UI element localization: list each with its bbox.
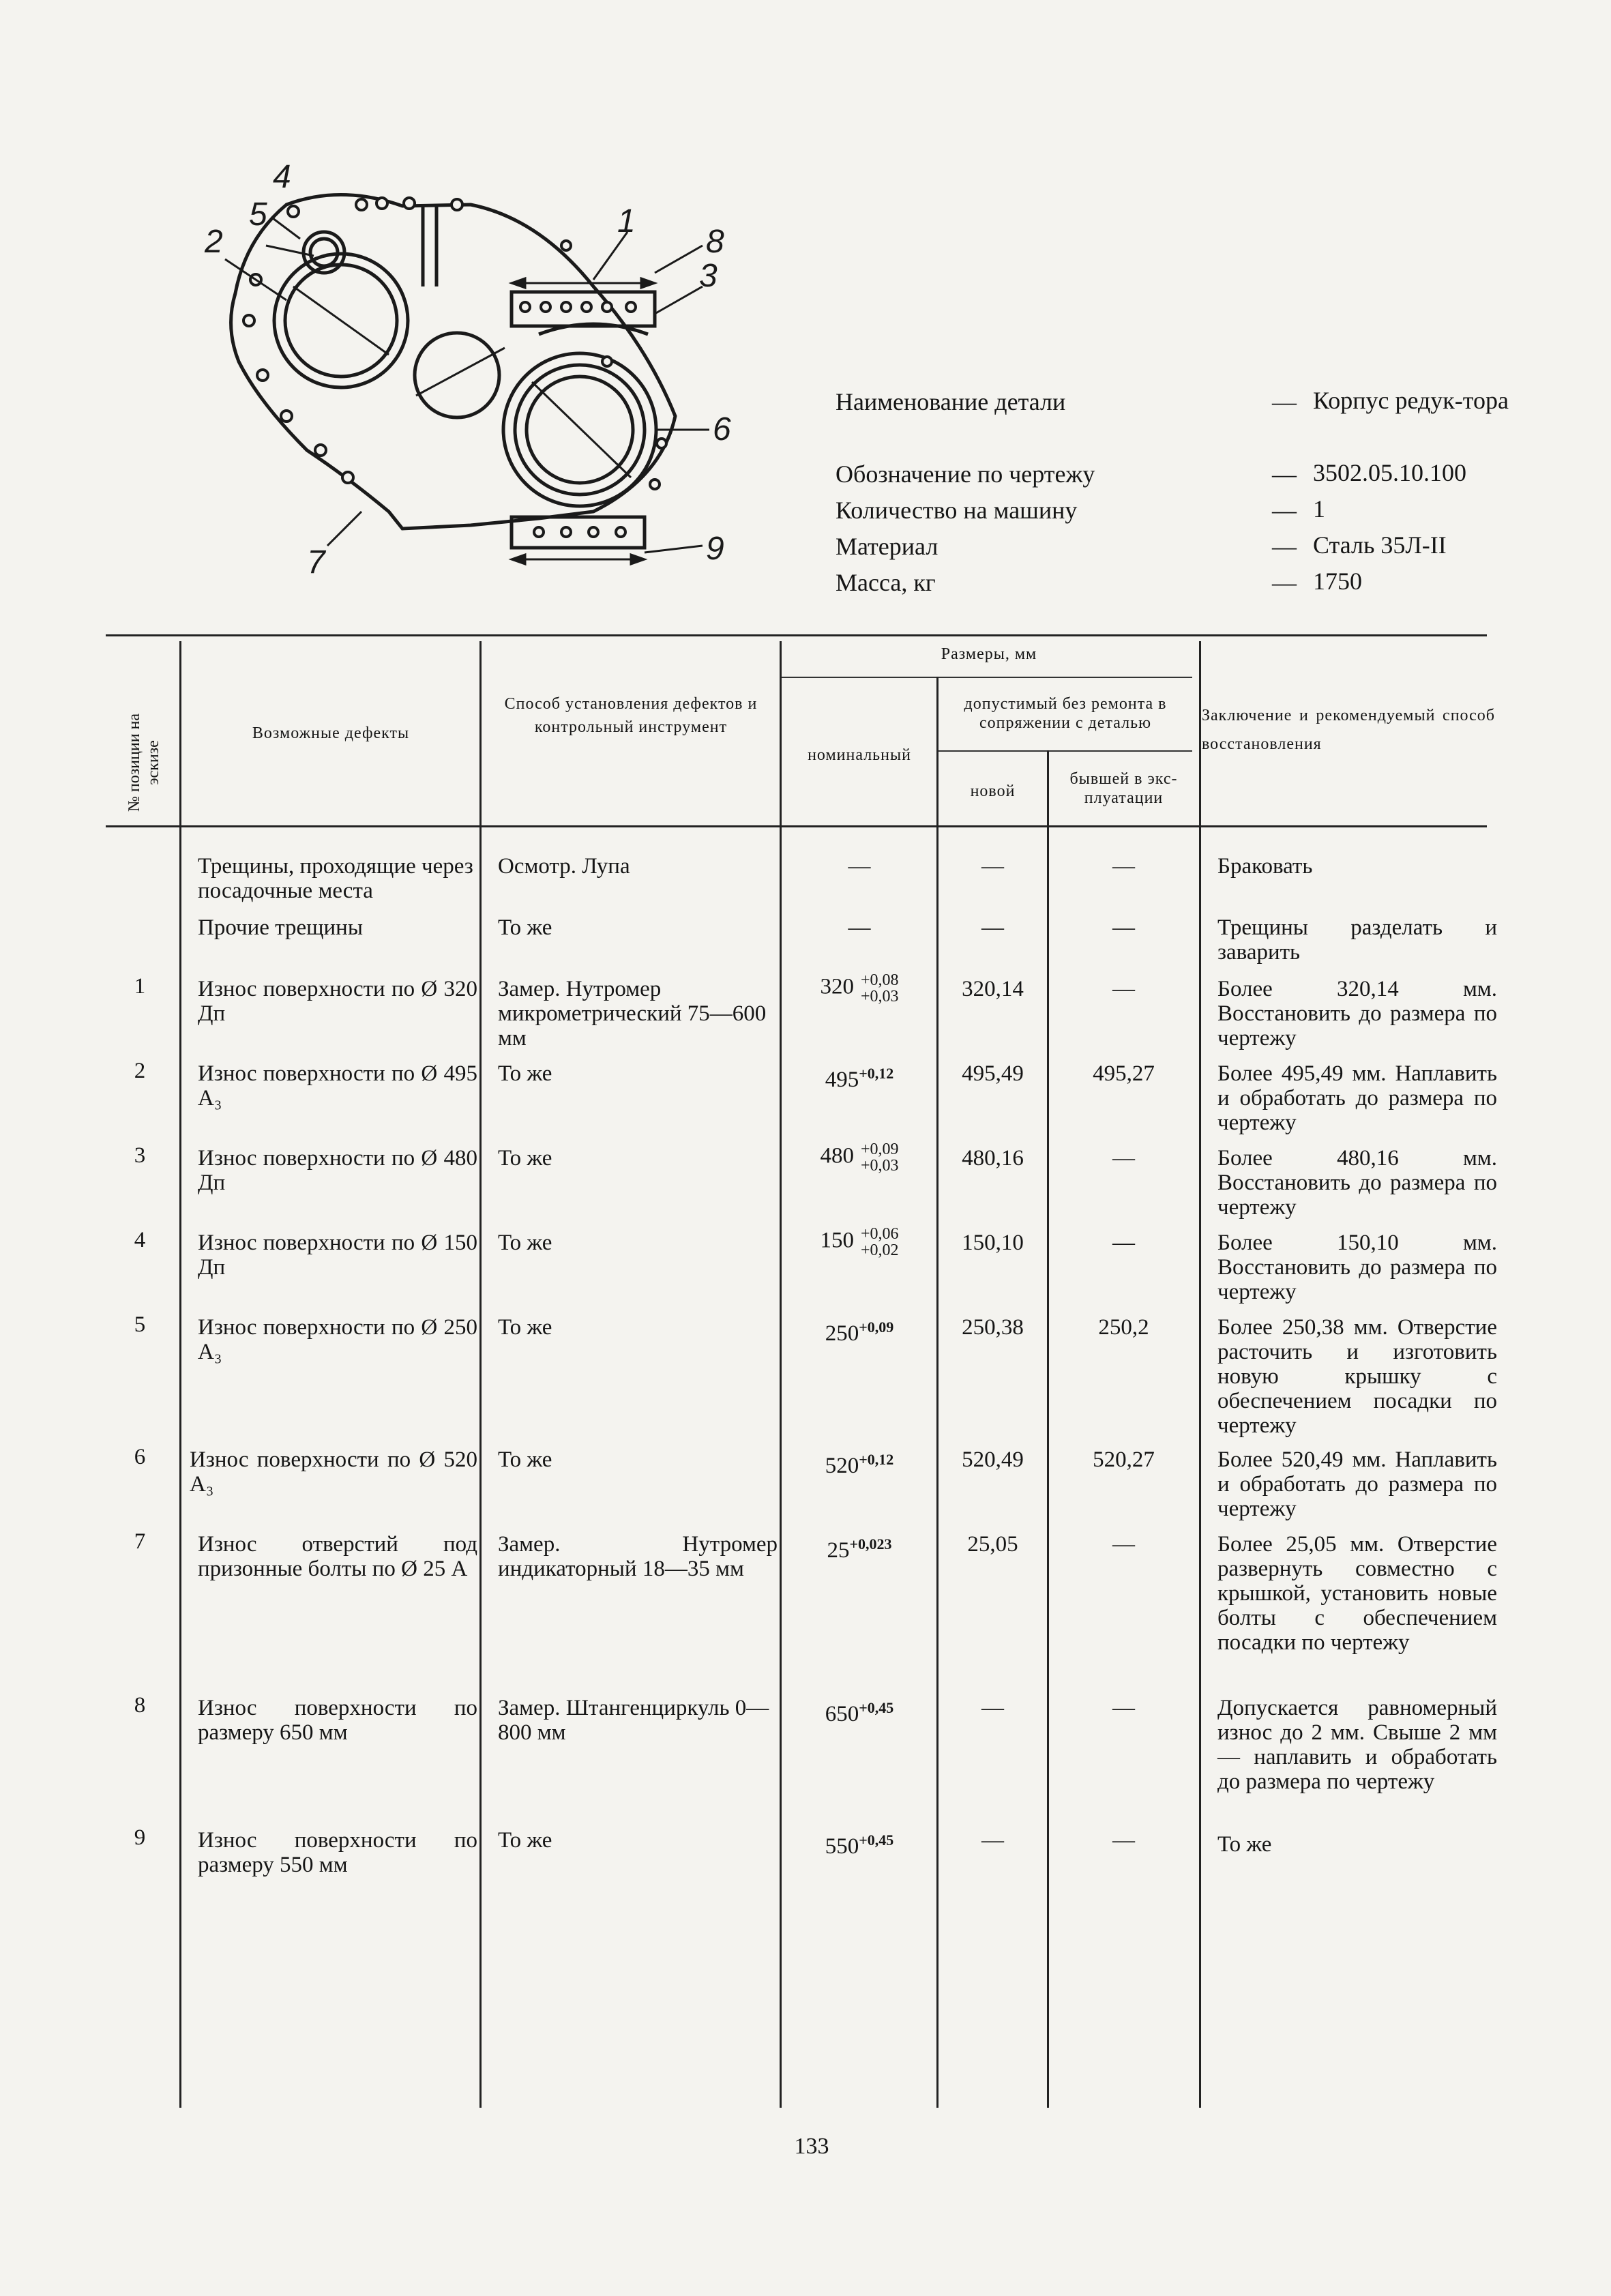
row-9-nominal: $650^{+0,45}$ [825, 1699, 894, 1726]
row-0-used: — [1112, 854, 1135, 879]
row-7-nominal: $520^{+0,12}$ [825, 1451, 894, 1478]
row-3-method: То же [498, 1061, 552, 1086]
row-8-new: 25,05 [967, 1532, 1018, 1557]
row-9-conclusion: Допускается равномерный износ до 2 мм. Свыше 2 мм — наплавить и обработать до размера по чертежу [1217, 1696, 1497, 1794]
row-0-nominal: — [848, 854, 871, 879]
row-6-method: То же [498, 1315, 552, 1340]
callout-2: 2 [205, 224, 223, 260]
col-rule-2 [479, 641, 482, 2108]
col-rule-6 [1199, 641, 1201, 2108]
row-3-position: 2 [134, 1059, 146, 1083]
row-9-position: 8 [134, 1693, 146, 1718]
row-7-new: 520,49 [962, 1447, 1024, 1472]
row-5-used: — [1112, 1231, 1135, 1255]
row-1-nominal: — [848, 915, 871, 940]
sizes-subrule [780, 677, 1192, 678]
callout-9: 9 [706, 531, 724, 567]
row-10-new: — [981, 1828, 1004, 1853]
header-nominal: номинальный [808, 746, 911, 764]
row-8-nominal: $25^{+0,023}$ [827, 1535, 892, 1563]
row-7-position: 6 [134, 1445, 146, 1469]
row-10-nominal: $550^{+0,45}$ [825, 1831, 894, 1859]
row-9-used: — [1112, 1696, 1135, 1720]
row-10-used: — [1112, 1828, 1135, 1853]
row-2-method: Замер. Нутромер микрометрический 75—600 мм [498, 977, 767, 1050]
row-7-used: 520,27 [1093, 1447, 1155, 1472]
row-0-new: — [981, 854, 1004, 879]
row-8-used: — [1112, 1532, 1135, 1557]
allowable-subrule [936, 750, 1192, 752]
part-properties [836, 387, 1518, 604]
row-5-nominal: 150 +0,06 +0,02 [820, 1225, 899, 1259]
header-used: бывшей в экс-плуатации [1069, 770, 1178, 807]
row-4-new: 480,16 [962, 1146, 1024, 1171]
row-1-method: То же [498, 915, 552, 940]
callout-6: 6 [713, 411, 731, 447]
row-0-conclusion: Браковать [1217, 854, 1313, 879]
header-allowable: допустимый без ремонта в сопряжении с деталью [964, 695, 1167, 732]
row-10-defect: Износ поверхности по размеру 550 мм [198, 1828, 477, 1877]
row-2-used: — [1112, 977, 1135, 1001]
row-3-nominal: $495^{+0,12}$ [825, 1065, 894, 1092]
callout-4: 4 [273, 159, 291, 195]
row-5-method: То же [498, 1231, 552, 1255]
row-6-nominal: $250^{+0,09}$ [825, 1319, 894, 1346]
row-8-method: Замер. Нутромер индикаторный 18—35 мм [498, 1532, 778, 1581]
row-0-defect: Трещины, проходящие через посадочные места [198, 854, 473, 903]
row-10-conclusion: То же [1217, 1832, 1272, 1857]
row-3-used: 495,27 [1093, 1061, 1155, 1086]
row-2-new: 320,14 [962, 977, 1024, 1001]
row-3-conclusion: Более 495,49 мм. Наплавить и обработать до размера по чертежу [1217, 1061, 1497, 1135]
row-7-defect: Износ поверхности по Ø 520 А₃ [190, 1447, 477, 1497]
row-3-new: 495,49 [962, 1061, 1024, 1086]
row-7-conclusion: Более 520,49 мм. Наплавить и обработать до размера по чертежу [1217, 1447, 1497, 1521]
row-5-new: 150,10 [962, 1231, 1024, 1255]
property-name: Наименование детали — Корпус редук-тора [836, 387, 1509, 415]
row-7-method: То же [498, 1447, 552, 1472]
callout-1: 1 [617, 203, 636, 239]
row-6-new: 250,38 [962, 1315, 1024, 1340]
row-6-position: 5 [134, 1312, 146, 1337]
row-8-defect: Износ отверстий под призонные болты по Ø 25 А [198, 1532, 477, 1581]
row-4-conclusion: Более 480,16 мм. Восстановить до размера по чертежу [1217, 1146, 1497, 1220]
header-new: новой [970, 782, 1016, 800]
row-6-used: 250,2 [1098, 1315, 1149, 1340]
row-4-position: 3 [134, 1143, 146, 1168]
row-1-conclusion: Трещины разделать и заварить [1217, 915, 1497, 965]
row-4-used: — [1112, 1146, 1135, 1171]
row-10-method: То же [498, 1828, 552, 1853]
col-rule-4 [936, 677, 938, 2108]
page-number: 133 [794, 2134, 829, 2159]
row-2-conclusion: Более 320,14 мм. Восстановить до размера по чертежу [1217, 977, 1497, 1050]
callout-5: 5 [249, 196, 267, 233]
header-sizes: Размеры, мм [941, 645, 1037, 663]
row-4-defect: Износ поверхности по Ø 480 Дп [198, 1146, 477, 1195]
row-8-conclusion: Более 25,05 мм. Отверстие развернуть совместно с крышкой, установить новые болты с обеспечением посадки по чертежу [1217, 1532, 1497, 1655]
header-defects: Возможные дефекты [252, 724, 410, 742]
row-4-method: То же [498, 1146, 552, 1171]
callout-3: 3 [699, 258, 718, 294]
row-4-nominal: 480 +0,09 +0,03 [820, 1140, 899, 1175]
property-mass: Масса, кг — 1750 [836, 568, 1362, 596]
callout-8: 8 [706, 224, 724, 260]
row-2-position: 1 [134, 974, 146, 999]
row-9-new: — [981, 1696, 1004, 1720]
col-rule-1 [179, 641, 181, 2108]
row-1-defect: Прочие трещины [198, 915, 364, 940]
row-0-method: Осмотр. Лупа [498, 854, 630, 879]
header-conclusion: Заключение и рекомендуемый способ восстановления [1202, 707, 1495, 753]
row-10-position: 9 [134, 1825, 146, 1850]
row-9-method: Замер. Штангенциркуль 0—800 мм [498, 1696, 769, 1745]
row-3-defect: Износ поверхности по Ø 495 А₃ [198, 1061, 477, 1110]
table-header-bottom-rule [106, 825, 1487, 827]
row-5-conclusion: Более 150,10 мм. Восстановить до размера по чертежу [1217, 1231, 1497, 1304]
row-6-defect: Износ поверхности по Ø 250 А₃ [198, 1315, 477, 1364]
row-2-nominal: 320 +0,08 +0,03 [820, 971, 899, 1005]
callout-7: 7 [307, 544, 325, 580]
row-9-defect: Износ поверхности по размеру 650 мм [198, 1696, 477, 1745]
bore-middle [415, 333, 499, 417]
col-rule-5 [1047, 750, 1049, 2108]
property-quantity: Количество на машину — 1 [836, 495, 1325, 524]
property-material: Материал — Сталь 35Л-II [836, 531, 1447, 560]
row-2-defect: Износ поверхности по Ø 320 Дп [198, 977, 477, 1026]
header-method: Способ установления дефектов и контрольный инструмент [504, 695, 758, 736]
gearbox-housing-sketch [184, 157, 771, 593]
table-top-rule [106, 634, 1487, 636]
row-1-used: — [1112, 915, 1135, 940]
row-1-new: — [981, 915, 1004, 940]
header-position: № позиции на эскизе [125, 713, 162, 812]
row-5-position: 4 [134, 1228, 146, 1252]
row-8-position: 7 [134, 1529, 146, 1554]
col-rule-3 [780, 641, 782, 2108]
row-6-conclusion: Более 250,38 мм. Отверстие расточить и изготовить новую крышку с обеспечением посадки по чертежу [1217, 1315, 1497, 1438]
property-drawing: Обозначение по чертежу — 3502.05.10.100 [836, 459, 1466, 488]
row-5-defect: Износ поверхности по Ø 150 Дп [198, 1231, 477, 1280]
